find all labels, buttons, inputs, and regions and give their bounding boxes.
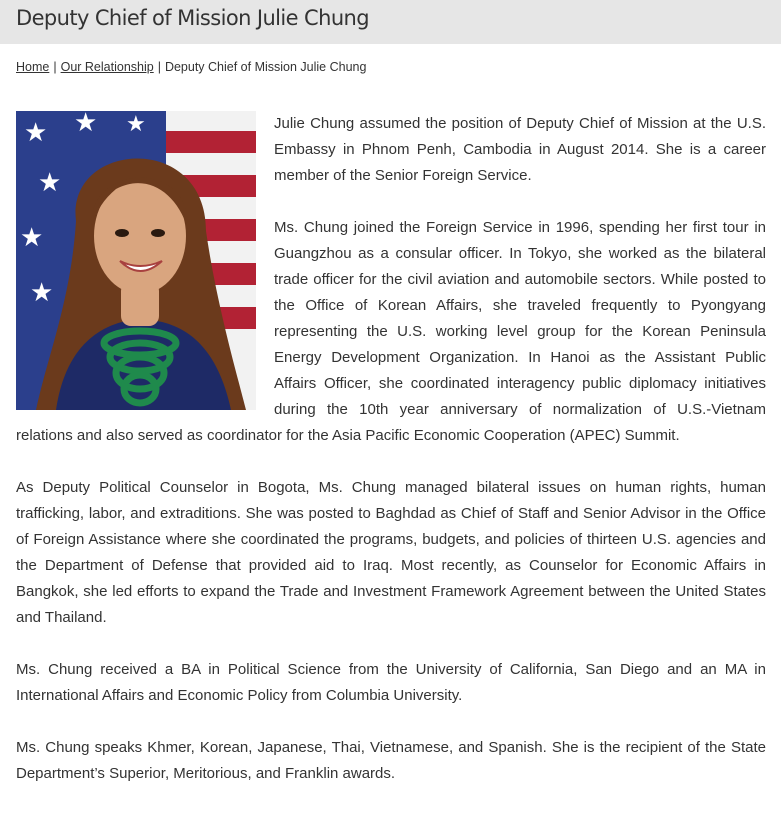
svg-text:★: ★ — [30, 278, 54, 308]
bio-paragraph: Ms. Chung speaks Khmer, Korean, Japanese, Thai, Vietnamese, and Spanish. She is the recipient of the State Department’s Superior, Meritorious, and Franklin awards. — [16, 739, 766, 782]
portrait-illustration — [16, 111, 256, 410]
bio-content — [16, 111, 766, 813]
bio-paragraph: As Deputy Political Counselor in Bogota, Ms. Chung managed bilateral issues on human rights, human trafficking, labor, and extraditions. She was posted to Baghdad as Chief of Staff and Senior Advisor in the Office of Foreign Assistance where she coordinated the programs, budgets, and policies of thirteen U.S. agencies and the Department of Defense that provided aid to Iraq. Most recently, as Counselor for Economic Affairs in Bangkok, she led efforts to expand the Trade and Investment Framework Agreement between the United States and Thailand. — [16, 479, 766, 626]
svg-text:★: ★ — [126, 112, 146, 137]
eye — [115, 229, 129, 237]
portrait-photo — [16, 111, 256, 410]
bio-paragraph: Ms. Chung received a BA in Political Science from the University of California, San Diego and an MA in International Affairs and Economic Policy from Columbia University. — [16, 661, 766, 704]
svg-text:★: ★ — [74, 111, 98, 138]
svg-text:★: ★ — [24, 118, 48, 148]
breadcrumb-current: Deputy Chief of Mission Julie Chung — [164, 60, 367, 74]
svg-text:★: ★ — [38, 168, 62, 198]
page-title: Deputy Chief of Mission Julie Chung — [16, 6, 369, 30]
svg-text:★: ★ — [20, 223, 44, 253]
flag-stripe — [166, 131, 256, 153]
breadcrumb-our-relationship-link[interactable]: Our Relationship — [60, 60, 154, 74]
breadcrumb — [16, 58, 366, 76]
breadcrumb-separator: | — [157, 60, 161, 74]
eye — [151, 229, 165, 237]
bio-paragraph: Ms. Chung joined the Foreign Service in 1996, spending her first tour in Guangzhou as a consular officer. In Tokyo, she worked as the bilateral trade officer for the civil aviation and automobile sectors. While posted to the Office of Korean Affairs, she traveled frequently to Pyongyang representing the U.S. working level group for the Korean Peninsula Energy Development Organization. In Hanoi as the Assistant Public Affairs Officer, she coordinated interagency public diplomacy initiatives during the 10th year anniversary of normalization of U.S.-Vietnam relations and also served as coordinator for the Asia Pacific Economic Cooperation (APEC) Summit. — [16, 219, 766, 444]
title-bar — [0, 0, 781, 44]
breadcrumb-separator: | — [53, 60, 57, 74]
bio-paragraph: Julie Chung assumed the position of Deputy Chief of Mission at the U.S. Embassy in Phnom Penh, Cambodia in August 2014. She is a career member of the Senior Foreign Service. — [274, 115, 766, 184]
breadcrumb-home-link[interactable]: Home — [16, 60, 50, 74]
